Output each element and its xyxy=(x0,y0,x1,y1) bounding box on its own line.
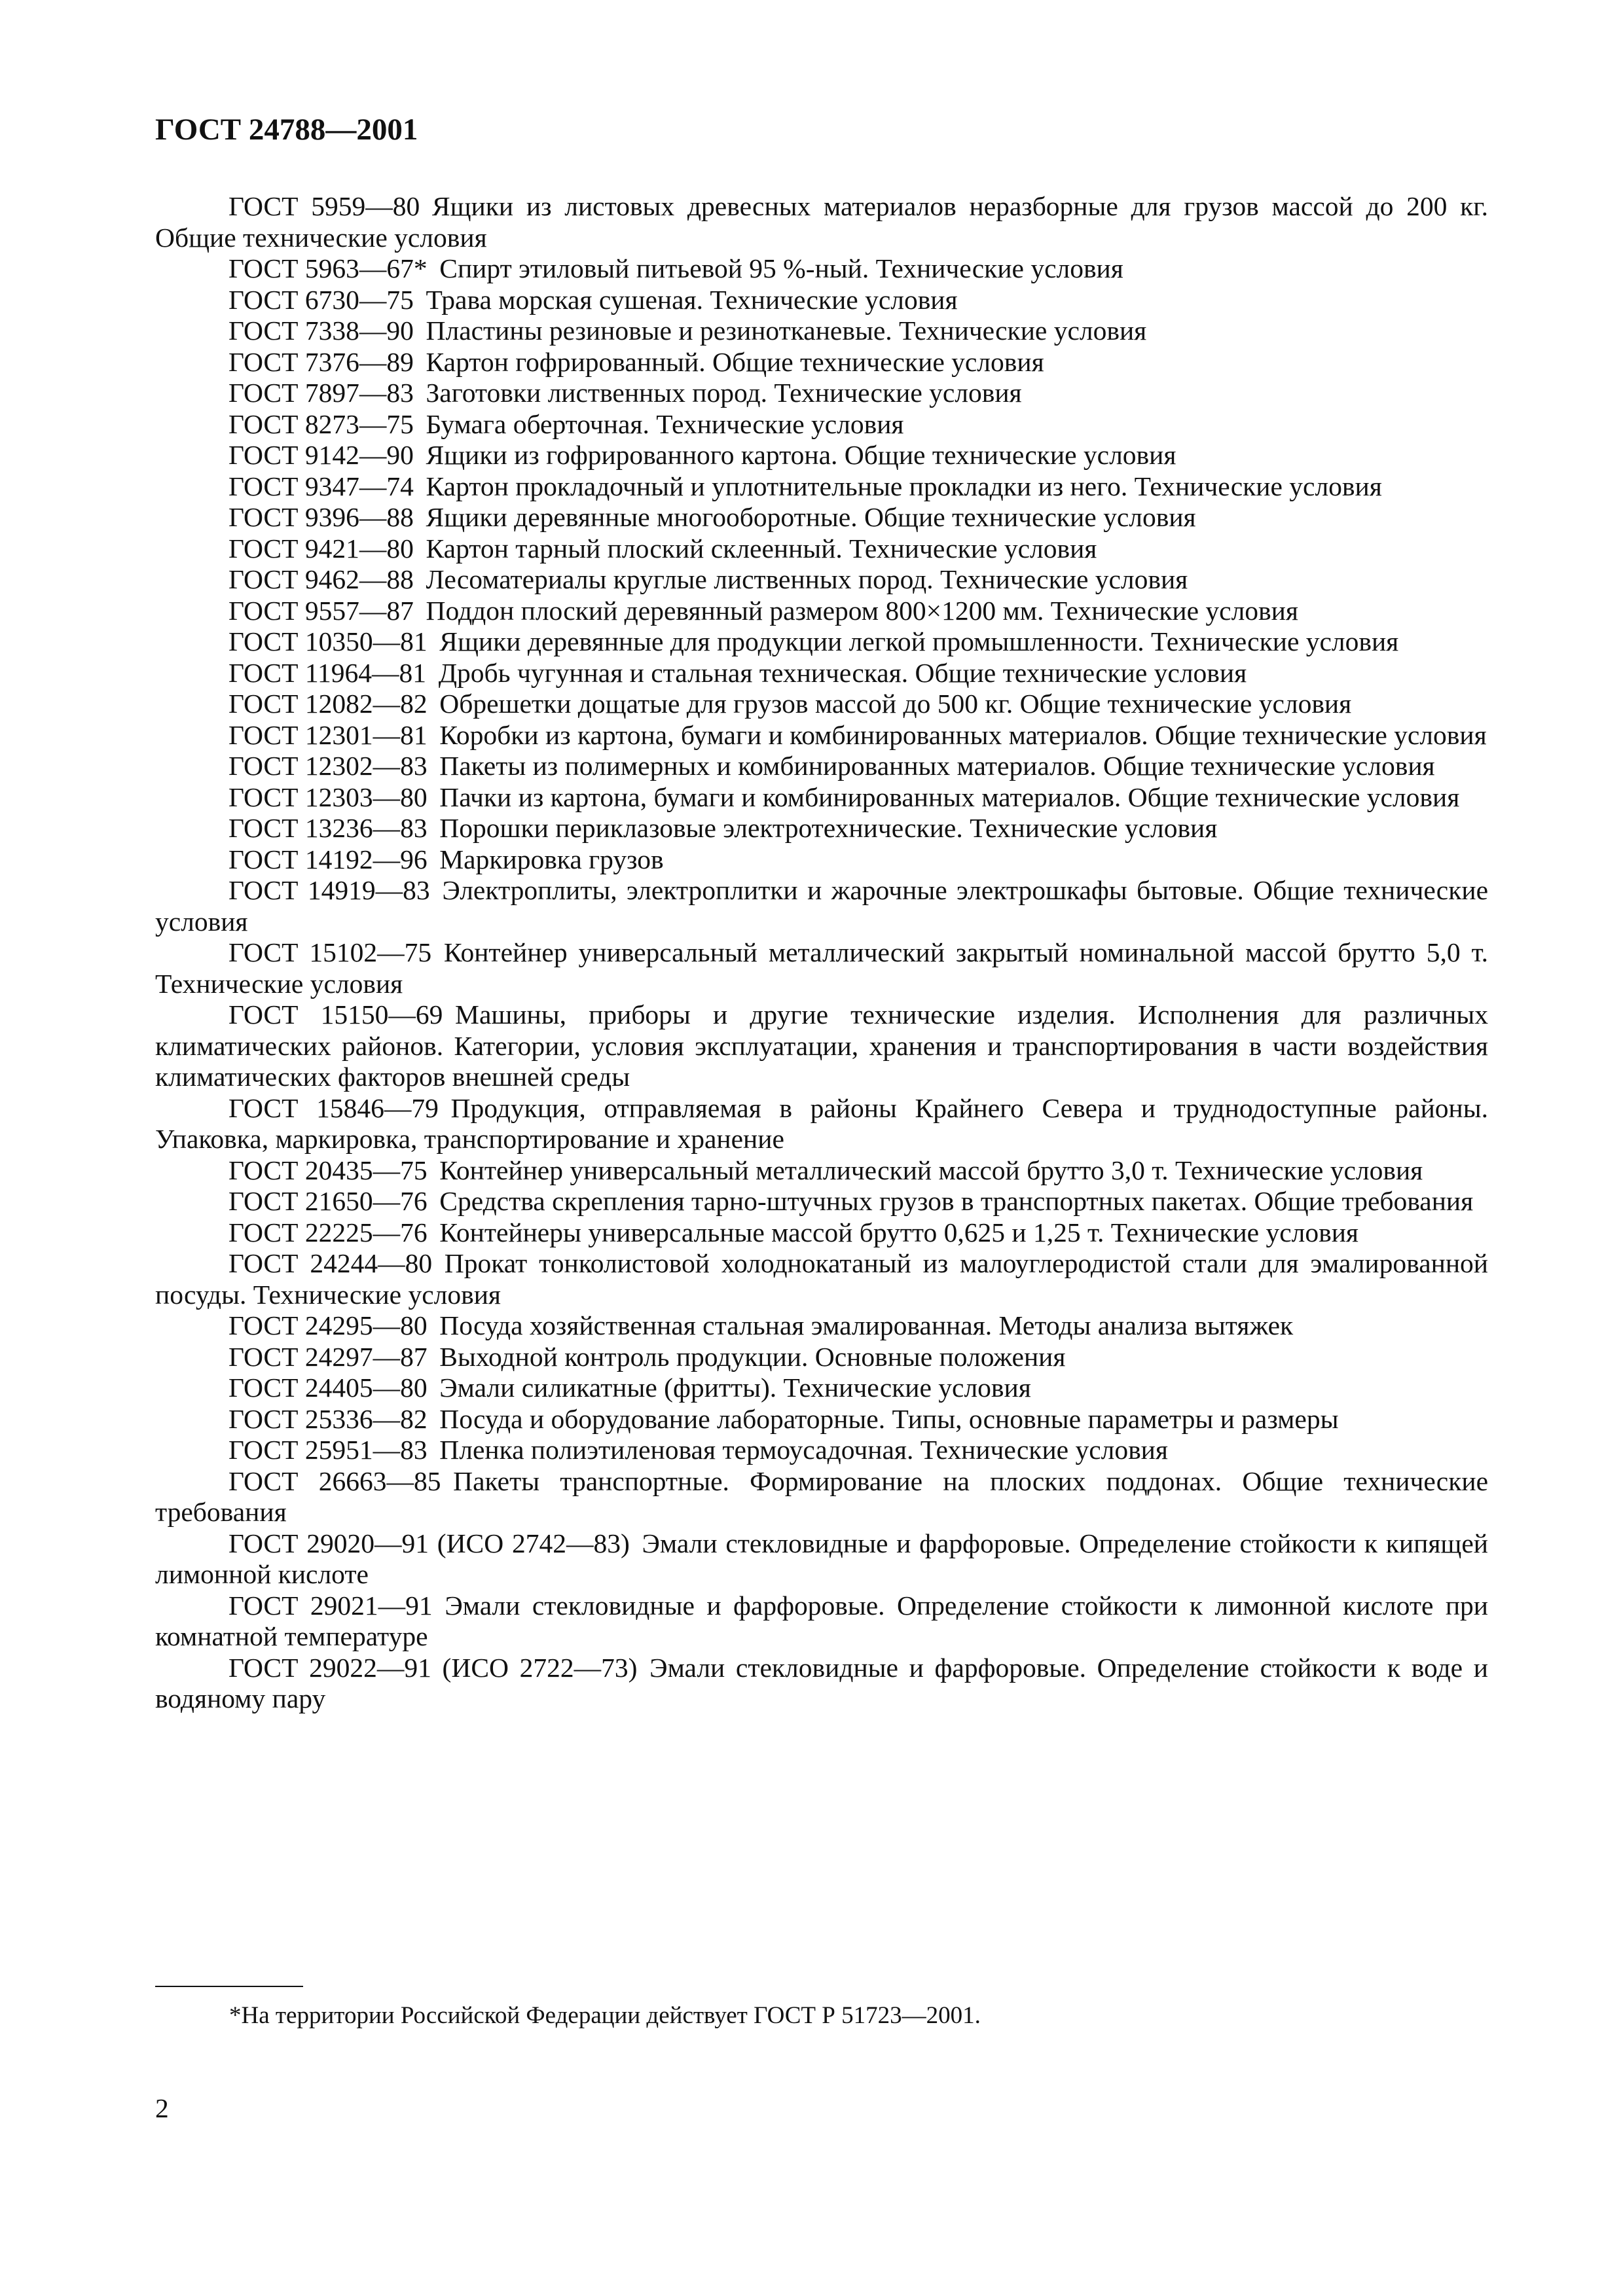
standard-code: ГОСТ 15102—75 xyxy=(228,937,432,967)
standard-code: ГОСТ 29020—91 (ИСО 2742—83) xyxy=(228,1528,630,1558)
reference-entry xyxy=(155,937,1488,999)
reference-entry xyxy=(155,564,1488,596)
reference-entry xyxy=(155,502,1488,533)
standard-code: ГОСТ 7897—83 xyxy=(228,378,414,408)
reference-entry xyxy=(155,1248,1488,1310)
standard-title: Посуда хозяйственная стальная эмалированная. Методы анализа вытяжек xyxy=(439,1310,1294,1340)
reference-entry xyxy=(155,720,1488,751)
standard-title: Спирт этиловый питьевой 95 %-ный. Технические условия xyxy=(439,253,1123,283)
reference-entry xyxy=(155,689,1488,720)
standard-title: Посуда и оборудование лабораторные. Типы, основные параметры и размеры xyxy=(439,1403,1339,1434)
standard-code: ГОСТ 12301—81 xyxy=(228,719,428,750)
reference-entry xyxy=(155,999,1488,1093)
standard-code: ГОСТ 7376—89 xyxy=(228,346,414,377)
standard-code: ГОСТ 14192—96 xyxy=(228,844,428,874)
standard-title: Картон прокладочный и уплотнительные прокладки из него. Технические условия xyxy=(426,471,1382,501)
standard-title: Эмали стекловидные и фарфоровые. Определение стойкости к воде и водяному пару xyxy=(155,1652,1488,1713)
standard-code: ГОСТ 12302—83 xyxy=(228,751,428,781)
standard-code: ГОСТ 13236—83 xyxy=(228,813,428,843)
standard-code: ГОСТ 7338—90 xyxy=(228,315,414,346)
standard-title: Средства скрепления тарно-штучных грузов в транспортных пакетах. Общие требования xyxy=(439,1186,1474,1216)
standard-title: Поддон плоский деревянный размером 800×1200 мм. Технические условия xyxy=(426,595,1298,626)
standard-code: ГОСТ 26663—85 xyxy=(228,1465,441,1496)
standard-code: ГОСТ 6730—75 xyxy=(228,284,414,315)
reference-entry xyxy=(155,1342,1488,1373)
standard-code: ГОСТ 24405—80 xyxy=(228,1372,428,1403)
reference-entry xyxy=(155,285,1488,316)
standard-code: ГОСТ 22225—76 xyxy=(228,1217,428,1247)
footnote: *На территории Российской Федерации действует ГОСТ Р 51723—2001. xyxy=(229,2002,981,2029)
standard-code: ГОСТ 12303—80 xyxy=(228,781,428,812)
standard-title: Порошки периклазовые электротехнические. Технические условия xyxy=(439,813,1218,843)
reference-entry xyxy=(155,875,1488,937)
standard-title: Контейнер универсальный металлический массой брутто 3,0 т. Технические условия xyxy=(439,1155,1423,1185)
reference-entry xyxy=(155,782,1488,814)
reference-entry xyxy=(155,191,1488,253)
reference-entry xyxy=(155,347,1488,378)
standard-code: ГОСТ 29022—91 (ИСО 2722—73) xyxy=(228,1652,638,1683)
standard-title: Ящики из гофрированного картона. Общие технические условия xyxy=(426,440,1176,470)
standard-code: ГОСТ 29021—91 xyxy=(228,1590,433,1621)
reference-entry xyxy=(155,1093,1488,1155)
standard-title: Пакеты из полимерных и комбинированных материалов. Общие технические условия xyxy=(439,751,1435,781)
reference-entry xyxy=(155,1217,1488,1249)
standard-code: ГОСТ 11964—81 xyxy=(228,657,427,688)
standard-code: ГОСТ 25336—82 xyxy=(228,1403,428,1434)
standard-title: Картон тарный плоский склеенный. Технические условия xyxy=(426,533,1097,564)
reference-entry xyxy=(155,1528,1488,1590)
reference-entry xyxy=(155,1435,1488,1466)
standard-code: ГОСТ 10350—81 xyxy=(228,626,428,656)
standard-title: Пакеты транспортные. Формирование на плоских поддонах. Общие технические требования xyxy=(155,1465,1488,1527)
standard-title: Контейнер универсальный металлический закрытый номинальной массой брутто 5,0 т. Технические условия xyxy=(155,937,1488,999)
reference-entry xyxy=(155,596,1488,627)
standard-code: ГОСТ 15846—79 xyxy=(228,1092,439,1123)
reference-entry xyxy=(155,409,1488,440)
standard-title: Пластины резиновые и резинотканевые. Технические условия xyxy=(426,315,1147,346)
reference-entry xyxy=(155,1186,1488,1217)
reference-entry xyxy=(155,1404,1488,1435)
standard-title: Трава морская сушеная. Технические условия xyxy=(426,284,958,315)
reference-entry xyxy=(155,1310,1488,1342)
standard-code: ГОСТ 5959—80 xyxy=(228,191,420,221)
standard-code: ГОСТ 9347—74 xyxy=(228,471,414,501)
standard-code: ГОСТ 9396—88 xyxy=(228,502,414,532)
standard-title: Бумага оберточная. Технические условия xyxy=(426,408,904,439)
reference-entry xyxy=(155,1466,1488,1528)
standard-code: ГОСТ 9557—87 xyxy=(228,595,414,626)
standard-title: Электроплиты, электроплитки и жарочные электрошкафы бытовые. Общие технические условия xyxy=(155,875,1489,937)
reference-entry xyxy=(155,315,1488,347)
standard-code: ГОСТ 9142—90 xyxy=(228,440,414,470)
reference-entry xyxy=(155,471,1488,503)
reference-entry xyxy=(155,1155,1488,1187)
running-header: ГОСТ 24788—2001 xyxy=(155,113,418,147)
standard-title: Лесоматериалы круглые лиственных пород. Технические условия xyxy=(426,564,1188,594)
standard-code: ГОСТ 21650—76 xyxy=(228,1186,428,1216)
standard-code: ГОСТ 24244—80 xyxy=(228,1248,433,1278)
standard-title: Дробь чугунная и стальная техническая. Общие технические условия xyxy=(438,657,1247,688)
standard-code: ГОСТ 9462—88 xyxy=(228,564,414,594)
standard-title: Ящики деревянные многооборотные. Общие технические условия xyxy=(426,502,1196,532)
standard-code: ГОСТ 5963—67* xyxy=(228,253,428,283)
standard-code: ГОСТ 24297—87 xyxy=(228,1341,428,1372)
standard-code: ГОСТ 14919—83 xyxy=(228,875,430,905)
standard-title: Выходной контроль продукции. Основные положения xyxy=(439,1341,1066,1372)
standard-title: Пленка полиэтиленовая термоусадочная. Технические условия xyxy=(439,1435,1168,1465)
reference-entry xyxy=(155,844,1488,876)
standard-title: Машины, приборы и другие технические изделия. Исполнения для различных климатических районов. Категории, условия эксплуатации, хранения и транспортирования в части воздействия климатических факторов внешней среды xyxy=(155,999,1489,1092)
standard-title: Эмали стекловидные и фарфоровые. Определение стойкости к кипящей лимонной кислоте xyxy=(155,1528,1488,1589)
standard-code: ГОСТ 8273—75 xyxy=(228,408,414,439)
standard-code: ГОСТ 15150—69 xyxy=(228,999,443,1030)
reference-entry xyxy=(155,813,1488,844)
standard-code: ГОСТ 25951—83 xyxy=(228,1435,428,1465)
page-number: 2 xyxy=(155,2093,169,2123)
reference-entry xyxy=(155,378,1488,409)
standard-title: Продукция, отправляемая в районы Крайнего Севера и труднодоступные районы. Упаковка, маркировка, транспортирование и хранение xyxy=(155,1092,1488,1154)
standard-code: ГОСТ 12082—82 xyxy=(228,689,428,719)
standard-title: Пачки из картона, бумаги и комбинированных материалов. Общие технические условия xyxy=(439,781,1460,812)
reference-entry xyxy=(155,658,1488,689)
standard-code: ГОСТ 24295—80 xyxy=(228,1310,428,1340)
normative-references-list xyxy=(155,191,1488,1715)
standard-title: Маркировка грузов xyxy=(439,844,664,874)
standard-title: Картон гофрированный. Общие технические условия xyxy=(426,346,1044,377)
standard-title: Ящики деревянные для продукции легкой промышленности. Технические условия xyxy=(439,626,1399,656)
standard-title: Ящики из листовых древесных материалов неразборные для грузов массой до 200 кг. Общие технические условия xyxy=(155,191,1488,253)
standard-title: Обрешетки дощатые для грузов массой до 500 кг. Общие технические условия xyxy=(439,689,1352,719)
standard-title: Эмали силикатные (фритты). Технические условия xyxy=(439,1372,1031,1403)
reference-entry xyxy=(155,1372,1488,1404)
standard-title: Прокат тонколистовой холоднокатаный из малоуглеродистой стали для эмалированной посуды. Технические условия xyxy=(155,1248,1488,1310)
reference-entry xyxy=(155,626,1488,658)
standard-title: Эмали стекловидные и фарфоровые. Определение стойкости к лимонной кислоте при комнатной температуре xyxy=(155,1590,1488,1651)
reference-entry xyxy=(155,253,1488,285)
standard-code: ГОСТ 9421—80 xyxy=(228,533,414,564)
standard-title: Коробки из картона, бумаги и комбинированных материалов. Общие технические условия xyxy=(439,719,1487,750)
footnote-divider xyxy=(155,1986,303,1987)
reference-entry xyxy=(155,1653,1488,1715)
reference-entry xyxy=(155,533,1488,565)
standard-title: Контейнеры универсальные массой брутто 0,625 и 1,25 т. Технические условия xyxy=(439,1217,1359,1247)
reference-entry xyxy=(155,1590,1488,1653)
reference-entry xyxy=(155,440,1488,471)
reference-entry xyxy=(155,751,1488,782)
standard-title: Заготовки лиственных пород. Технические условия xyxy=(426,378,1022,408)
standard-code: ГОСТ 20435—75 xyxy=(228,1155,428,1185)
